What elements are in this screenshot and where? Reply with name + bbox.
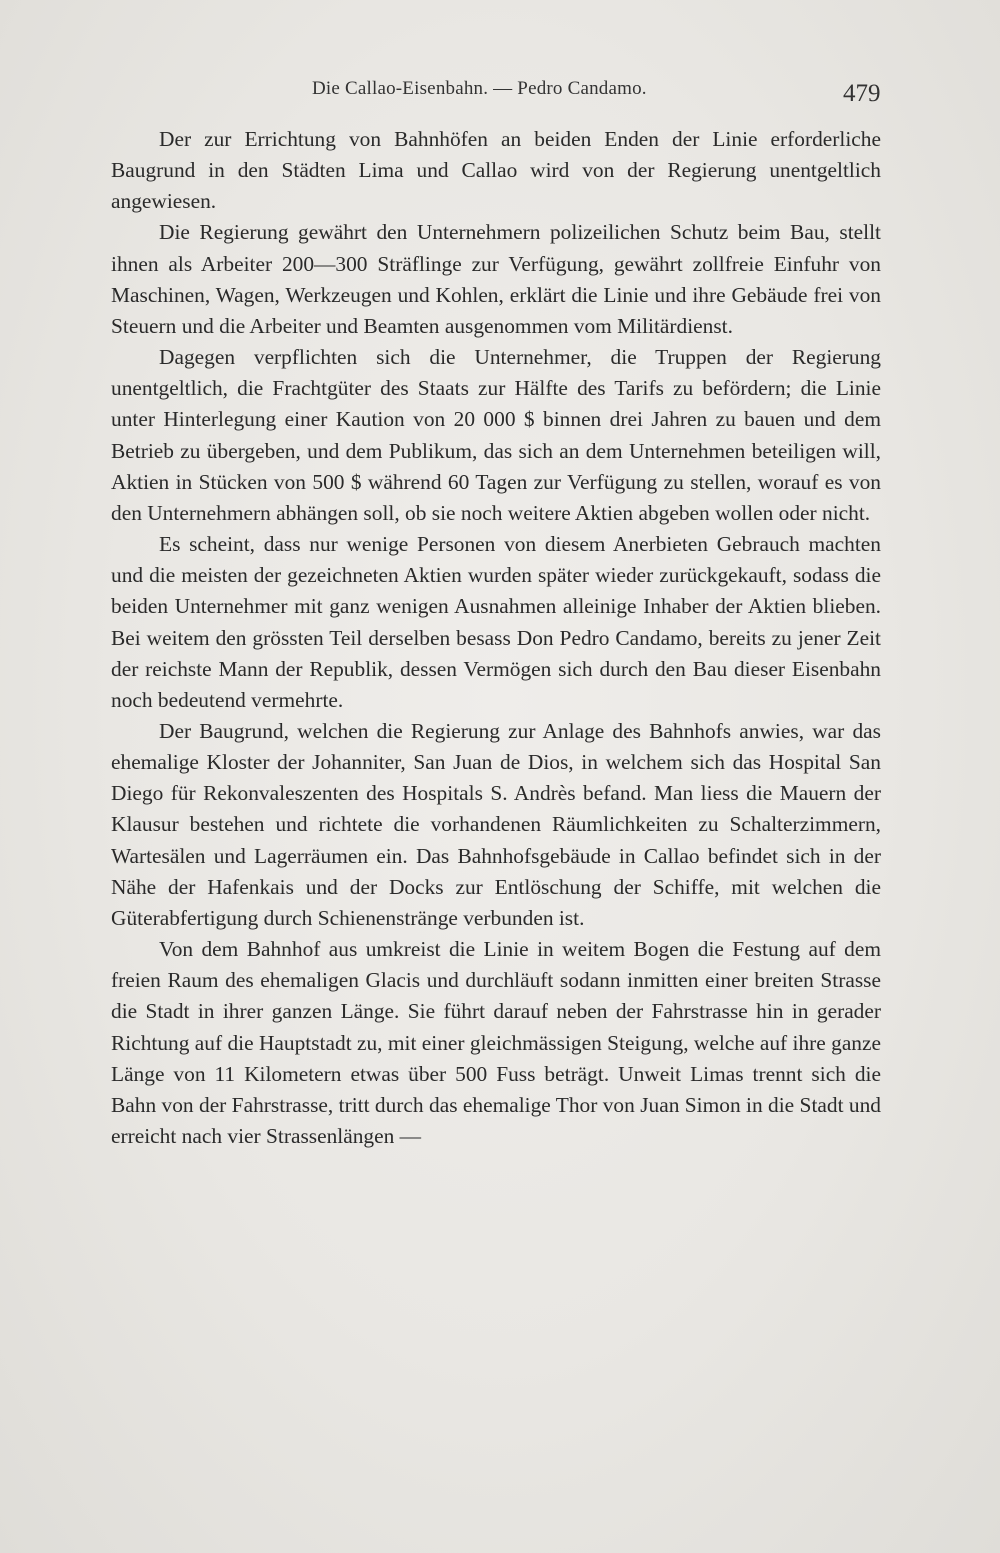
paragraph-1: Der zur Errichtung von Bahnhöfen an beiden Enden der Linie erforderliche Baugrund in den Städten Lima und Callao wird von der Regierung unentgeltlich angewiesen.: [111, 127, 881, 214]
running-title: Die Callao-Eisenbahn. — Pedro Candamo.: [312, 78, 647, 99]
body-text: [111, 124, 881, 1152]
paragraph-2: Die Regierung gewährt den Unternehmern polizeilichen Schutz beim Bau, stellt ihnen als Arbeiter 200—300 Sträflinge zur Verfügung, gewährt zollfreie Einfuhr von Maschinen, Wagen, Werkzeugen und Kohlen, erklärt die Linie und ihre Gebäude frei von Steuern und die Arbeiter und Beamten ausgenommen vom Militärdienst.: [111, 220, 881, 338]
paragraph-6: Von dem Bahnhof aus umkreist die Linie in weitem Bogen die Festung auf dem freien Raum des ehemaligen Glacis und durchläuft sodann inmitten einer breiten Strasse die Stadt in ihrer ganzen Länge. Sie führt darauf neben der Fahrstrasse hin in gerader Richtung auf die Hauptstadt zu, mit einer gleichmässigen Steigung, welche auf ihre ganze Länge von 11 Kilometern etwas über 500 Fuss beträgt. Unweit Limas trennt sich die Bahn von der Fahrstrasse, tritt durch das ehemalige Thor von Juan Simon in die Stadt und erreicht nach vier Strassenlängen —: [111, 937, 881, 1148]
running-header: [0, 76, 1000, 106]
page-number: 479: [843, 80, 881, 107]
paragraph-4: Es scheint, dass nur wenige Personen von diesem Anerbieten Gebrauch machten und die meisten der gezeichneten Aktien wurden später wieder zurückgekauft, sodass die beiden Unternehmer mit ganz wenigen Ausnahmen alleinige Inhaber der Aktien blieben. Bei weitem den grössten Teil derselben besass Don Pedro Candamo, bereits zu jener Zeit der reichste Mann der Republik, dessen Vermögen sich durch den Bau dieser Eisenbahn noch bedeutend vermehrte.: [111, 532, 881, 712]
paragraph-3: Dagegen verpflichten sich die Unternehmer, die Truppen der Regierung unentgeltlich, die Frachtgüter des Staats zur Hälfte des Tarifs zu befördern; die Linie unter Hinterlegung einer Kaution von 20 000 $ binnen drei Jahren zu bauen und dem Betrieb zu übergeben, und dem Publikum, das sich an dem Unternehmen beteiligen will, Aktien in Stücken von 500 $ während 60 Tagen zur Verfügung zu stellen, worauf es von den Unternehmern abhängen soll, ob sie noch weitere Aktien abgeben wollen oder nicht.: [111, 345, 881, 525]
paragraph-5: Der Baugrund, welchen die Regierung zur Anlage des Bahnhofs anwies, war das ehemalige Kloster der Johanniter, San Juan de Dios, in welchem sich das Hospital San Diego für Rekonvaleszenten des Hospitals S. Andrès befand. Man liess die Mauern der Klausur bestehen und richtete die vorhandenen Räumlichkeiten zu Schalterzimmern, Wartesälen und Lagerräumen ein. Das Bahnhofsgebäude in Callao befindet sich in der Nähe der Hafenkais und der Docks zur Entlöschung der Schiffe, mit welchen die Güterabfertigung durch Schienenstränge verbunden ist.: [111, 718, 881, 930]
